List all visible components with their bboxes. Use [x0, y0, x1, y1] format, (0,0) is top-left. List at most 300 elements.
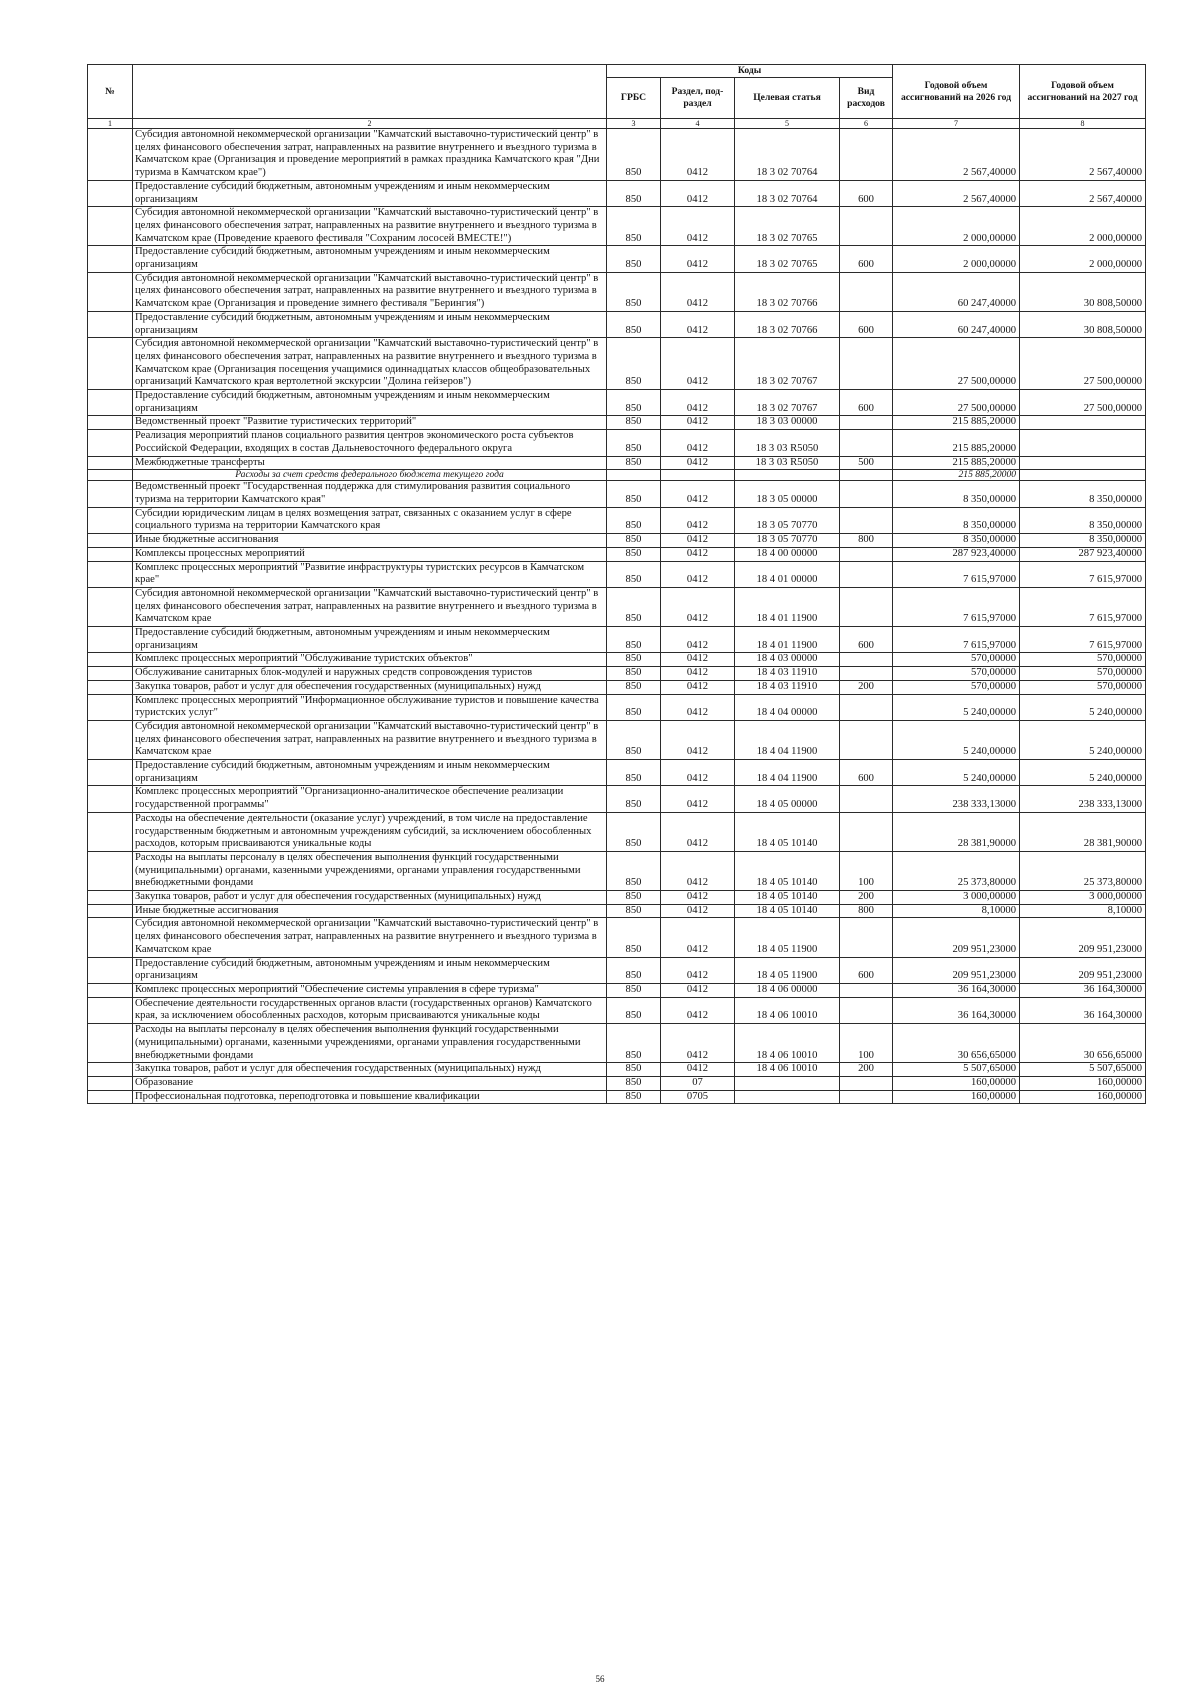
row-name: Расходы за счет средств федерального бюджета текущего года — [133, 470, 607, 481]
row-volume-2026: 7 615,97000 — [893, 561, 1020, 587]
row-section: 0412 — [661, 653, 735, 667]
row-target-article: 18 4 04 00000 — [735, 694, 840, 720]
row-name: Комплекс процессных мероприятий "Информационное обслуживание туристов и повышение качества туристских услуг" — [133, 694, 607, 720]
row-volume-2027: 2 000,00000 — [1020, 207, 1146, 246]
row-number-cell — [88, 891, 133, 905]
row-grbs: 850 — [607, 653, 661, 667]
table-row — [88, 957, 1146, 983]
row-expense-kind — [840, 207, 893, 246]
row-grbs: 850 — [607, 720, 661, 759]
row-volume-2026: 28 381,90000 — [893, 812, 1020, 851]
row-grbs: 850 — [607, 430, 661, 456]
row-volume-2026: 209 951,23000 — [893, 957, 1020, 983]
row-name: Реализация мероприятий планов социального развития центров экономического роста субъектов Российской Федерации, входящих в состав Дальневосточного федерального округа — [133, 430, 607, 456]
row-target-article: 18 4 00 00000 — [735, 547, 840, 561]
row-target-article — [735, 1076, 840, 1090]
row-volume-2026: 160,00000 — [893, 1090, 1020, 1104]
table-row — [88, 1024, 1146, 1063]
header-section: Раздел, под-раздел — [661, 78, 735, 119]
row-section: 0412 — [661, 481, 735, 507]
row-expense-kind — [840, 786, 893, 812]
row-section: 07 — [661, 1076, 735, 1090]
table-row — [88, 547, 1146, 561]
row-volume-2026: 3 000,00000 — [893, 891, 1020, 905]
row-section: 0412 — [661, 338, 735, 390]
row-expense-kind — [840, 338, 893, 390]
row-number-cell — [88, 338, 133, 390]
row-target-article: 18 4 05 10140 — [735, 904, 840, 918]
row-grbs: 850 — [607, 851, 661, 890]
row-target-article: 18 4 05 11900 — [735, 957, 840, 983]
table-row — [88, 812, 1146, 851]
row-number-cell — [88, 507, 133, 533]
row-number-cell — [88, 547, 133, 561]
header-number: № — [88, 65, 133, 119]
row-volume-2027: 2 567,40000 — [1020, 180, 1146, 206]
row-target-article — [735, 470, 840, 481]
row-volume-2027: 7 615,97000 — [1020, 627, 1146, 653]
table-row — [88, 1090, 1146, 1104]
row-expense-kind — [840, 587, 893, 626]
budget-table-sheet — [87, 64, 1145, 1104]
table-row — [88, 891, 1146, 905]
row-number-cell — [88, 720, 133, 759]
row-target-article: 18 4 06 10010 — [735, 1063, 840, 1077]
row-expense-kind: 600 — [840, 311, 893, 337]
row-target-article: 18 4 04 11900 — [735, 720, 840, 759]
row-expense-kind — [840, 720, 893, 759]
row-number-cell — [88, 904, 133, 918]
row-name: Профессиональная подготовка, переподготовка и повышение квалификации — [133, 1090, 607, 1104]
row-grbs: 850 — [607, 534, 661, 548]
row-section: 0412 — [661, 760, 735, 786]
row-expense-kind — [840, 470, 893, 481]
row-section: 0412 — [661, 416, 735, 430]
row-volume-2026: 36 164,30000 — [893, 984, 1020, 998]
row-section: 0412 — [661, 390, 735, 416]
table-row — [88, 507, 1146, 533]
row-number-cell — [88, 129, 133, 181]
row-volume-2027: 209 951,23000 — [1020, 957, 1146, 983]
row-target-article: 18 4 06 10010 — [735, 997, 840, 1023]
row-name: Субсидия автономной некоммерческой организации "Камчатский выставочно-туристический центр" в целях финансового обеспечения затрат, направленных на развитие внутреннего и въездного туризма в Камчатском крае (Организация и проведение мероприятий в рамках праздника Камчатского края "Дни туризма в Камчатском крае") — [133, 129, 607, 181]
row-volume-2027: 27 500,00000 — [1020, 390, 1146, 416]
row-grbs: 850 — [607, 180, 661, 206]
row-target-article: 18 4 05 10140 — [735, 851, 840, 890]
row-grbs: 850 — [607, 667, 661, 681]
row-expense-kind — [840, 1076, 893, 1090]
row-expense-kind: 800 — [840, 534, 893, 548]
row-name: Комплекс процессных мероприятий "Организационно-аналитическое обеспечение реализации государственной программы" — [133, 786, 607, 812]
row-target-article — [735, 1090, 840, 1104]
row-volume-2026: 215 885,20000 — [893, 456, 1020, 470]
row-expense-kind — [840, 694, 893, 720]
row-volume-2027 — [1020, 430, 1146, 456]
row-volume-2026: 2 567,40000 — [893, 180, 1020, 206]
row-expense-kind — [840, 1090, 893, 1104]
table-row — [88, 456, 1146, 470]
row-target-article: 18 4 03 11910 — [735, 667, 840, 681]
column-number: 7 — [893, 119, 1020, 129]
table-row — [88, 430, 1146, 456]
row-volume-2027: 7 615,97000 — [1020, 587, 1146, 626]
row-target-article: 18 4 03 00000 — [735, 653, 840, 667]
row-volume-2026: 2 000,00000 — [893, 207, 1020, 246]
row-name: Субсидия автономной некоммерческой организации "Камчатский выставочно-туристический центр" в целях финансового обеспечения затрат, направленных на развитие внутреннего и въездного туризма в Камчатском крае — [133, 720, 607, 759]
header-grbs: ГРБС — [607, 78, 661, 119]
row-section: 0412 — [661, 430, 735, 456]
row-name: Комплекс процессных мероприятий "Обслуживание туристских объектов" — [133, 653, 607, 667]
row-name: Расходы на обеспечение деятельности (оказание услуг) учреждений, в том числе на предоставление государственным бюджетным и автономным учреждениям субсидий, за исключением обособленных расходов, которым присваиваются уникальные коды — [133, 812, 607, 851]
row-grbs: 850 — [607, 390, 661, 416]
row-name: Предоставление субсидий бюджетным, автономным учреждениям и иным некоммерческим организациям — [133, 180, 607, 206]
budget-allocations-table — [87, 64, 1146, 1104]
row-volume-2027: 30 808,50000 — [1020, 311, 1146, 337]
row-target-article: 18 4 04 11900 — [735, 760, 840, 786]
row-volume-2027: 36 164,30000 — [1020, 984, 1146, 998]
row-volume-2027: 160,00000 — [1020, 1076, 1146, 1090]
row-volume-2026: 8 350,00000 — [893, 507, 1020, 533]
row-name: Предоставление субсидий бюджетным, автономным учреждениям и иным некоммерческим организациям — [133, 311, 607, 337]
row-volume-2027: 30 656,65000 — [1020, 1024, 1146, 1063]
row-number-cell — [88, 1063, 133, 1077]
row-volume-2027: 28 381,90000 — [1020, 812, 1146, 851]
row-volume-2027: 3 000,00000 — [1020, 891, 1146, 905]
row-target-article: 18 3 03 00000 — [735, 416, 840, 430]
row-grbs: 850 — [607, 694, 661, 720]
row-number-cell — [88, 430, 133, 456]
row-name: Предоставление субсидий бюджетным, автономным учреждениям и иным некоммерческим организациям — [133, 760, 607, 786]
row-volume-2027: 570,00000 — [1020, 667, 1146, 681]
row-target-article: 18 3 03 R5050 — [735, 456, 840, 470]
row-volume-2026: 570,00000 — [893, 667, 1020, 681]
row-name: Ведомственный проект "Государственная поддержка для стимулирования развития социального туризма на территории Камчатского края" — [133, 481, 607, 507]
row-expense-kind: 200 — [840, 891, 893, 905]
row-target-article: 18 4 03 11910 — [735, 680, 840, 694]
header-volume-2027: Годовой объем ассигнований на 2027 год — [1020, 65, 1146, 119]
row-section: 0412 — [661, 456, 735, 470]
row-volume-2027 — [1020, 456, 1146, 470]
column-number: 8 — [1020, 119, 1146, 129]
table-row — [88, 653, 1146, 667]
row-section: 0412 — [661, 694, 735, 720]
row-grbs: 850 — [607, 904, 661, 918]
row-name: Предоставление субсидий бюджетным, автономным учреждениям и иным некоммерческим организациям — [133, 627, 607, 653]
row-grbs: 850 — [607, 786, 661, 812]
row-volume-2026: 215 885,20000 — [893, 416, 1020, 430]
table-row — [88, 390, 1146, 416]
row-volume-2026: 7 615,97000 — [893, 627, 1020, 653]
column-number: 2 — [133, 119, 607, 129]
row-volume-2027: 27 500,00000 — [1020, 338, 1146, 390]
row-section: 0412 — [661, 180, 735, 206]
row-number-cell — [88, 760, 133, 786]
table-row — [88, 338, 1146, 390]
row-number-cell — [88, 1090, 133, 1104]
row-expense-kind: 200 — [840, 680, 893, 694]
row-section: 0412 — [661, 129, 735, 181]
row-number-cell — [88, 1024, 133, 1063]
row-volume-2027 — [1020, 416, 1146, 430]
row-expense-kind — [840, 416, 893, 430]
row-name: Субсидии юридическим лицам в целях возмещения затрат, связанных с оказанием услуг в сфере социального туризма на территории Камчатского края — [133, 507, 607, 533]
row-name: Образование — [133, 1076, 607, 1090]
row-expense-kind — [840, 561, 893, 587]
row-expense-kind — [840, 547, 893, 561]
table-note-row — [88, 470, 1146, 481]
row-name: Иные бюджетные ассигнования — [133, 904, 607, 918]
row-grbs — [607, 470, 661, 481]
row-expense-kind: 600 — [840, 390, 893, 416]
row-section: 0412 — [661, 627, 735, 653]
row-grbs: 850 — [607, 338, 661, 390]
row-volume-2026: 287 923,40000 — [893, 547, 1020, 561]
row-grbs: 850 — [607, 587, 661, 626]
row-number-cell — [88, 957, 133, 983]
header-expense-kind: Вид расходов — [840, 78, 893, 119]
row-section: 0412 — [661, 587, 735, 626]
row-grbs: 850 — [607, 918, 661, 957]
row-grbs: 850 — [607, 1063, 661, 1077]
row-section: 0412 — [661, 984, 735, 998]
page-number: 56 — [595, 1674, 605, 1684]
row-target-article: 18 3 02 70765 — [735, 207, 840, 246]
row-grbs: 850 — [607, 272, 661, 311]
row-target-article: 18 3 02 70766 — [735, 311, 840, 337]
row-volume-2027: 8 350,00000 — [1020, 534, 1146, 548]
table-row — [88, 246, 1146, 272]
row-number-cell — [88, 918, 133, 957]
row-volume-2027: 238 333,13000 — [1020, 786, 1146, 812]
row-volume-2027: 8,10000 — [1020, 904, 1146, 918]
table-row — [88, 627, 1146, 653]
column-number: 1 — [88, 119, 133, 129]
row-grbs: 850 — [607, 680, 661, 694]
row-volume-2026: 2 000,00000 — [893, 246, 1020, 272]
row-volume-2026: 25 373,80000 — [893, 851, 1020, 890]
row-grbs: 850 — [607, 416, 661, 430]
row-name: Субсидия автономной некоммерческой организации "Камчатский выставочно-туристический центр" в целях финансового обеспечения затрат, направленных на развитие внутреннего и въездного туризма в Камчатском крае (Организация посещения учащимися одиннадцатых классов общеобразовательных организаций Камчатского края вертолетной экскурсии "Долина гейзеров") — [133, 338, 607, 390]
row-expense-kind — [840, 272, 893, 311]
table-row — [88, 1063, 1146, 1077]
row-name: Комплекс процессных мероприятий "Развитие инфраструктуры туристских ресурсов в Камчатском крае" — [133, 561, 607, 587]
row-target-article: 18 3 05 70770 — [735, 507, 840, 533]
row-number-cell — [88, 627, 133, 653]
row-volume-2027: 5 240,00000 — [1020, 760, 1146, 786]
table-row — [88, 207, 1146, 246]
column-number: 5 — [735, 119, 840, 129]
row-section: 0412 — [661, 272, 735, 311]
row-volume-2027: 570,00000 — [1020, 653, 1146, 667]
row-expense-kind: 500 — [840, 456, 893, 470]
row-target-article: 18 4 06 00000 — [735, 984, 840, 998]
row-grbs: 850 — [607, 311, 661, 337]
row-target-article: 18 3 02 70767 — [735, 338, 840, 390]
row-section: 0412 — [661, 534, 735, 548]
row-name: Комплексы процессных мероприятий — [133, 547, 607, 561]
row-number-cell — [88, 180, 133, 206]
row-volume-2026: 215 885,20000 — [893, 470, 1020, 481]
row-expense-kind: 600 — [840, 180, 893, 206]
row-grbs: 850 — [607, 627, 661, 653]
row-expense-kind — [840, 481, 893, 507]
row-section: 0412 — [661, 507, 735, 533]
table-row — [88, 416, 1146, 430]
table-row — [88, 680, 1146, 694]
header-volume-2026: Годовой объем ассигнований на 2026 год — [893, 65, 1020, 119]
column-number: 3 — [607, 119, 661, 129]
row-volume-2027: 5 240,00000 — [1020, 694, 1146, 720]
row-grbs: 850 — [607, 1090, 661, 1104]
row-expense-kind — [840, 667, 893, 681]
row-target-article: 18 4 05 10140 — [735, 891, 840, 905]
row-volume-2027: 5 507,65000 — [1020, 1063, 1146, 1077]
row-expense-kind — [840, 812, 893, 851]
row-name: Субсидия автономной некоммерческой организации "Камчатский выставочно-туристический центр" в целях финансового обеспечения затрат, направленных на развитие внутреннего и въездного туризма в Камчатском крае (Проведение краевого фестиваля "Сохраним лососей ВМЕСТЕ!") — [133, 207, 607, 246]
row-expense-kind: 600 — [840, 760, 893, 786]
row-grbs: 850 — [607, 1024, 661, 1063]
table-row — [88, 997, 1146, 1023]
row-name: Закупка товаров, работ и услуг для обеспечения государственных (муниципальных) нужд — [133, 680, 607, 694]
row-expense-kind — [840, 129, 893, 181]
row-number-cell — [88, 653, 133, 667]
row-volume-2026: 5 240,00000 — [893, 760, 1020, 786]
row-target-article: 18 4 05 11900 — [735, 918, 840, 957]
header-name — [133, 65, 607, 119]
row-volume-2026: 209 951,23000 — [893, 918, 1020, 957]
row-volume-2027: 30 808,50000 — [1020, 272, 1146, 311]
row-target-article: 18 3 03 R5050 — [735, 430, 840, 456]
row-volume-2026: 60 247,40000 — [893, 311, 1020, 337]
row-section: 0412 — [661, 812, 735, 851]
table-row — [88, 851, 1146, 890]
row-volume-2027: 209 951,23000 — [1020, 918, 1146, 957]
row-volume-2027: 160,00000 — [1020, 1090, 1146, 1104]
row-number-cell — [88, 851, 133, 890]
row-name: Субсидия автономной некоммерческой организации "Камчатский выставочно-туристический центр" в целях финансового обеспечения затрат, направленных на развитие внутреннего и въездного туризма в Камчатском крае — [133, 918, 607, 957]
table-row — [88, 786, 1146, 812]
row-volume-2027: 36 164,30000 — [1020, 997, 1146, 1023]
row-target-article: 18 3 05 00000 — [735, 481, 840, 507]
row-grbs: 850 — [607, 957, 661, 983]
row-volume-2027: 8 350,00000 — [1020, 481, 1146, 507]
row-volume-2027: 570,00000 — [1020, 680, 1146, 694]
row-expense-kind: 600 — [840, 627, 893, 653]
row-volume-2026: 8,10000 — [893, 904, 1020, 918]
row-volume-2026: 5 240,00000 — [893, 720, 1020, 759]
row-grbs: 850 — [607, 207, 661, 246]
row-name: Субсидия автономной некоммерческой организации "Камчатский выставочно-туристический центр" в целях финансового обеспечения затрат, направленных на развитие внутреннего и въездного туризма в Камчатском крае — [133, 587, 607, 626]
row-number-cell — [88, 1076, 133, 1090]
row-number-cell — [88, 812, 133, 851]
row-target-article: 18 4 05 00000 — [735, 786, 840, 812]
row-target-article: 18 4 06 10010 — [735, 1024, 840, 1063]
row-section: 0705 — [661, 1090, 735, 1104]
row-volume-2026: 5 240,00000 — [893, 694, 1020, 720]
row-expense-kind: 600 — [840, 246, 893, 272]
table-row — [88, 1076, 1146, 1090]
row-volume-2026: 60 247,40000 — [893, 272, 1020, 311]
row-number-cell — [88, 786, 133, 812]
row-name: Расходы на выплаты персоналу в целях обеспечения выполнения функций государственными (муниципальными) органами, казенными учреждениями, органами управления государственными внебюджетными фондами — [133, 1024, 607, 1063]
row-grbs: 850 — [607, 507, 661, 533]
row-expense-kind: 200 — [840, 1063, 893, 1077]
row-name: Закупка товаров, работ и услуг для обеспечения государственных (муниципальных) нужд — [133, 891, 607, 905]
row-grbs: 850 — [607, 984, 661, 998]
row-expense-kind — [840, 507, 893, 533]
row-target-article: 18 3 05 70770 — [735, 534, 840, 548]
row-grbs: 850 — [607, 1076, 661, 1090]
row-volume-2026: 8 350,00000 — [893, 481, 1020, 507]
row-number-cell — [88, 272, 133, 311]
header-target-article: Целевая статья — [735, 78, 840, 119]
table-row — [88, 180, 1146, 206]
row-number-cell — [88, 390, 133, 416]
table-row — [88, 904, 1146, 918]
row-name: Межбюджетные трансферты — [133, 456, 607, 470]
row-section: 0412 — [661, 904, 735, 918]
row-grbs: 850 — [607, 547, 661, 561]
row-expense-kind: 800 — [840, 904, 893, 918]
row-volume-2026: 570,00000 — [893, 680, 1020, 694]
table-row — [88, 760, 1146, 786]
row-grbs: 850 — [607, 129, 661, 181]
row-number-cell — [88, 534, 133, 548]
row-volume-2026: 5 507,65000 — [893, 1063, 1020, 1077]
row-expense-kind — [840, 918, 893, 957]
row-name: Иные бюджетные ассигнования — [133, 534, 607, 548]
row-number-cell — [88, 456, 133, 470]
row-section: 0412 — [661, 246, 735, 272]
row-name: Комплекс процессных мероприятий "Обеспечение системы управления в сфере туризма" — [133, 984, 607, 998]
row-expense-kind: 100 — [840, 851, 893, 890]
row-name: Субсидия автономной некоммерческой организации "Камчатский выставочно-туристический центр" в целях финансового обеспечения затрат, направленных на развитие внутреннего и въездного туризма в Камчатском крае (Организация и проведение зимнего фестиваля "Берингия") — [133, 272, 607, 311]
row-grbs: 850 — [607, 246, 661, 272]
table-row — [88, 587, 1146, 626]
row-section — [661, 470, 735, 481]
row-target-article: 18 3 02 70767 — [735, 390, 840, 416]
row-section: 0412 — [661, 851, 735, 890]
table-row — [88, 561, 1146, 587]
row-target-article: 18 3 02 70766 — [735, 272, 840, 311]
row-expense-kind — [840, 984, 893, 998]
table-row — [88, 272, 1146, 311]
row-section: 0412 — [661, 786, 735, 812]
row-grbs: 850 — [607, 561, 661, 587]
row-target-article: 18 3 02 70764 — [735, 129, 840, 181]
row-grbs: 850 — [607, 997, 661, 1023]
row-number-cell — [88, 481, 133, 507]
row-number-cell — [88, 246, 133, 272]
row-expense-kind: 600 — [840, 957, 893, 983]
table-row — [88, 667, 1146, 681]
row-volume-2026: 215 885,20000 — [893, 430, 1020, 456]
row-target-article: 18 4 01 00000 — [735, 561, 840, 587]
row-grbs: 850 — [607, 760, 661, 786]
row-expense-kind — [840, 653, 893, 667]
row-number-cell — [88, 997, 133, 1023]
row-number-cell — [88, 984, 133, 998]
row-name: Предоставление субсидий бюджетным, автономным учреждениям и иным некоммерческим организациям — [133, 390, 607, 416]
row-section: 0412 — [661, 547, 735, 561]
row-volume-2027 — [1020, 470, 1146, 481]
row-number-cell — [88, 207, 133, 246]
row-volume-2026: 7 615,97000 — [893, 587, 1020, 626]
row-volume-2027: 25 373,80000 — [1020, 851, 1146, 890]
row-section: 0412 — [661, 207, 735, 246]
row-volume-2027: 2 000,00000 — [1020, 246, 1146, 272]
row-grbs: 850 — [607, 812, 661, 851]
